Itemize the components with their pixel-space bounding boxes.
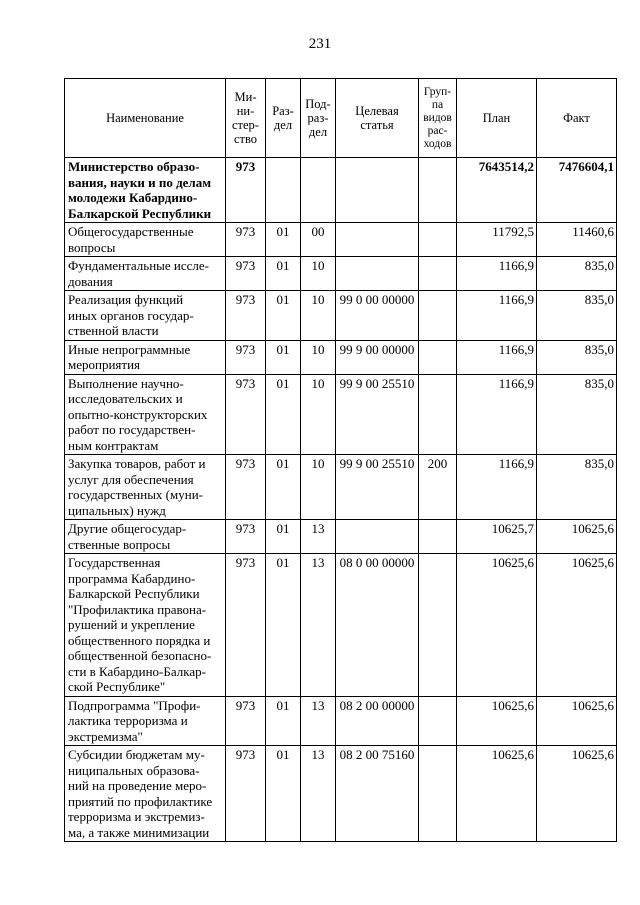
cell-subsection: [301, 746, 336, 842]
cell-target: [336, 455, 419, 520]
cell-fact: [537, 455, 617, 520]
cell-target: [336, 374, 419, 455]
cell-ministry-text: 973: [235, 292, 256, 307]
cell-name-text: Реализация функций иных органов государ- ственной власти: [68, 292, 194, 338]
cell-section-text: 01: [276, 456, 290, 471]
cell-ministry-text: 973: [235, 521, 256, 536]
cell-section: [266, 746, 301, 842]
cell-plan: [457, 257, 537, 291]
cell-section-text: 01: [276, 747, 290, 762]
cell-fact: [537, 291, 617, 341]
cell-name-text: Государственная программа Кабардино- Балкарской Республики "Профилактика правона- рушений и укрепление общественного порядка и общественной безопасно- сти в Кабардино-Балкар- ской Республике": [68, 555, 212, 694]
cell-name: [65, 223, 226, 257]
header-ministry: Ми- ни- стер- ство: [226, 79, 266, 158]
cell-subsection-text: 13: [311, 747, 325, 762]
cell-plan: [457, 223, 537, 257]
cell-plan: [457, 554, 537, 697]
cell-plan: [457, 158, 537, 223]
cell-ministry-text: 973: [235, 258, 256, 273]
cell-group: [419, 455, 457, 520]
cell-ministry: [226, 554, 266, 697]
cell-section: [266, 291, 301, 341]
cell-fact-text: 7476604,1: [558, 159, 614, 174]
cell-fact: [537, 223, 617, 257]
header-section: Раз- дел: [266, 79, 301, 158]
cell-subsection-text: 10: [311, 341, 325, 357]
cell-ministry-text: 973: [235, 375, 256, 391]
cell-plan: [457, 340, 537, 374]
cell-plan: [457, 291, 537, 341]
cell-subsection: [301, 291, 336, 341]
header-fact: Факт: [537, 79, 617, 158]
cell-fact-text: 10625,6: [571, 697, 614, 713]
cell-ministry: [226, 291, 266, 341]
cell-ministry: [226, 340, 266, 374]
cell-target-text: 99 9 00 00000: [339, 341, 415, 357]
cell-group: [419, 291, 457, 341]
table-header-row: [65, 79, 617, 158]
cell-group-text: 200: [427, 456, 448, 471]
cell-group: [419, 696, 457, 746]
page-bottom-margin: [0, 892, 640, 905]
header-plan: План: [457, 79, 537, 158]
cell-plan-text: 7643514,2: [478, 159, 534, 174]
cell-name-text: Подпрограмма "Профи- лактика терроризма и экстремизма": [68, 697, 201, 744]
cell-fact: [537, 554, 617, 697]
cell-group: [419, 158, 457, 223]
cell-fact-text: 11460,6: [572, 224, 614, 239]
cell-section: [266, 696, 301, 746]
cell-name-text: Министерство образо- вания, науки и по делам молодежи Кабардино- Балкарской Республики: [68, 159, 212, 221]
cell-ministry: [226, 455, 266, 520]
cell-plan-text: 1166,9: [498, 258, 534, 273]
cell-plan-text: 10625,6: [491, 697, 534, 713]
cell-plan-text: 11792,5: [492, 224, 534, 239]
cell-subsection: [301, 554, 336, 697]
cell-plan: [457, 696, 537, 746]
cell-name-text: Другие общегосудар- ственные вопросы: [68, 521, 187, 552]
cell-target: [336, 696, 419, 746]
cell-target-text: 99 0 00 00000: [339, 292, 415, 307]
cell-fact-text: 835,0: [584, 341, 614, 357]
cell-plan: [457, 455, 537, 520]
cell-section-text: 01: [276, 258, 290, 273]
cell-name-text: Общегосударственные вопросы: [68, 224, 194, 255]
cell-fact-text: 835,0: [584, 292, 614, 307]
cell-section: [266, 520, 301, 554]
cell-ministry: [226, 746, 266, 842]
table-row: [65, 554, 617, 697]
cell-name: [65, 746, 226, 842]
cell-target: [336, 520, 419, 554]
cell-target-text: 08 0 00 00000: [339, 555, 415, 570]
cell-plan-text: 10625,6: [491, 747, 534, 762]
cell-plan-text: 1166,9: [498, 341, 534, 357]
cell-plan: [457, 520, 537, 554]
cell-fact: [537, 340, 617, 374]
cell-fact: [537, 746, 617, 842]
cell-subsection-text: 13: [311, 555, 325, 570]
cell-name: [65, 257, 226, 291]
cell-group: [419, 554, 457, 697]
cell-subsection-text: 10: [311, 292, 325, 307]
cell-subsection-text: 10: [311, 456, 325, 471]
table-row: [65, 340, 617, 374]
table-row: [65, 746, 617, 842]
cell-target: [336, 291, 419, 341]
cell-plan-text: 1166,9: [498, 292, 534, 307]
cell-subsection: [301, 696, 336, 746]
cell-name: [65, 520, 226, 554]
cell-subsection: [301, 340, 336, 374]
cell-plan: [457, 746, 537, 842]
table-row: [65, 257, 617, 291]
cell-section-text: 01: [276, 521, 290, 536]
cell-fact-text: 10625,6: [571, 747, 614, 762]
cell-subsection: [301, 158, 336, 223]
cell-subsection-text: 10: [311, 258, 325, 273]
cell-ministry-text: 973: [235, 341, 256, 357]
cell-group: [419, 520, 457, 554]
cell-name-text: Закупка товаров, работ и услуг для обеспечения государственных (муни- ципальных) нужд: [68, 456, 206, 518]
cell-name: [65, 696, 226, 746]
cell-target-text: 08 2 00 75160: [339, 747, 415, 762]
cell-target-text: 99 9 00 25510: [339, 375, 415, 391]
cell-plan-text: 1166,9: [498, 375, 534, 391]
header-name: Наименование: [65, 79, 226, 158]
cell-section-text: 01: [276, 697, 290, 713]
table-row: [65, 223, 617, 257]
table-row: [65, 291, 617, 341]
header-subsection: Под- раз- дел: [301, 79, 336, 158]
cell-ministry-text: 973: [235, 224, 256, 239]
table-row: [65, 520, 617, 554]
budget-table: [64, 78, 617, 842]
page-number: 231: [308, 36, 332, 52]
header-group: Груп- па видов рас- ходов: [419, 79, 457, 158]
cell-name-text: Выполнение научно- исследовательских и опытно-конструкторских работ по государствен- ным контрактам: [68, 375, 208, 453]
cell-subsection: [301, 520, 336, 554]
table-row: [65, 374, 617, 455]
cell-target-text: 99 9 00 25510: [339, 456, 415, 471]
cell-ministry: [226, 374, 266, 455]
cell-ministry-text: 973: [235, 555, 256, 570]
cell-plan: [457, 374, 537, 455]
cell-name: [65, 291, 226, 341]
cell-ministry: [226, 223, 266, 257]
cell-section: [266, 340, 301, 374]
cell-ministry: [226, 257, 266, 291]
cell-target: [336, 554, 419, 697]
cell-section-text: 01: [276, 292, 290, 307]
cell-name: [65, 340, 226, 374]
cell-section: [266, 455, 301, 520]
cell-subsection: [301, 374, 336, 455]
cell-group: [419, 340, 457, 374]
cell-target: [336, 223, 419, 257]
cell-subsection-text: 00: [311, 224, 325, 239]
cell-target-text: 08 2 00 00000: [339, 697, 415, 713]
cell-section-text: 01: [276, 375, 290, 391]
cell-subsection: [301, 223, 336, 257]
cell-section: [266, 257, 301, 291]
cell-section: [266, 374, 301, 455]
cell-subsection-text: 13: [311, 521, 325, 536]
cell-target: [336, 746, 419, 842]
cell-name: [65, 158, 226, 223]
cell-fact-text: 835,0: [584, 375, 614, 391]
cell-ministry: [226, 158, 266, 223]
cell-fact: [537, 257, 617, 291]
cell-section: [266, 223, 301, 257]
table-body: [65, 158, 617, 842]
cell-section-text: 01: [276, 341, 290, 357]
cell-group: [419, 257, 457, 291]
cell-ministry-text: 973: [235, 456, 256, 471]
cell-name-text: Фундаментальные иссле- дования: [68, 258, 210, 289]
cell-name-text: Иные непрограммные мероприятия: [68, 341, 191, 372]
cell-name: [65, 554, 226, 697]
cell-ministry: [226, 696, 266, 746]
table-row: [65, 455, 617, 520]
cell-target: [336, 257, 419, 291]
table-row: [65, 696, 617, 746]
cell-subsection: [301, 257, 336, 291]
cell-name-text: Субсидии бюджетам му- ниципальных образова- ний на проведение меро- приятий по профилактике терроризма и экстремиз- ма, а также минимизации: [68, 747, 213, 840]
table-row: [65, 158, 617, 223]
cell-ministry-text: 973: [235, 747, 256, 762]
cell-subsection-text: 13: [311, 697, 325, 713]
cell-plan-text: 1166,9: [498, 456, 534, 471]
cell-section-text: 01: [276, 224, 290, 239]
cell-subsection: [301, 455, 336, 520]
cell-ministry-text: 973: [235, 697, 256, 713]
cell-name: [65, 374, 226, 455]
cell-ministry-text: 973: [235, 159, 256, 174]
cell-fact-text: 835,0: [584, 258, 614, 273]
cell-fact: [537, 520, 617, 554]
cell-fact-text: 10625,6: [571, 555, 614, 570]
cell-fact: [537, 374, 617, 455]
header-target: Целевая статья: [336, 79, 419, 158]
cell-target: [336, 340, 419, 374]
cell-group: [419, 223, 457, 257]
cell-subsection-text: 10: [311, 375, 325, 391]
cell-fact: [537, 696, 617, 746]
cell-fact-text: 835,0: [584, 456, 614, 471]
cell-section: [266, 554, 301, 697]
cell-group: [419, 746, 457, 842]
cell-fact-text: 10625,6: [571, 521, 614, 536]
cell-name: [65, 455, 226, 520]
cell-section-text: 01: [276, 555, 290, 570]
cell-plan-text: 10625,7: [491, 521, 534, 536]
cell-plan-text: 10625,6: [491, 555, 534, 570]
cell-section: [266, 158, 301, 223]
cell-group: [419, 374, 457, 455]
cell-ministry: [226, 520, 266, 554]
cell-fact: [537, 158, 617, 223]
cell-target: [336, 158, 419, 223]
